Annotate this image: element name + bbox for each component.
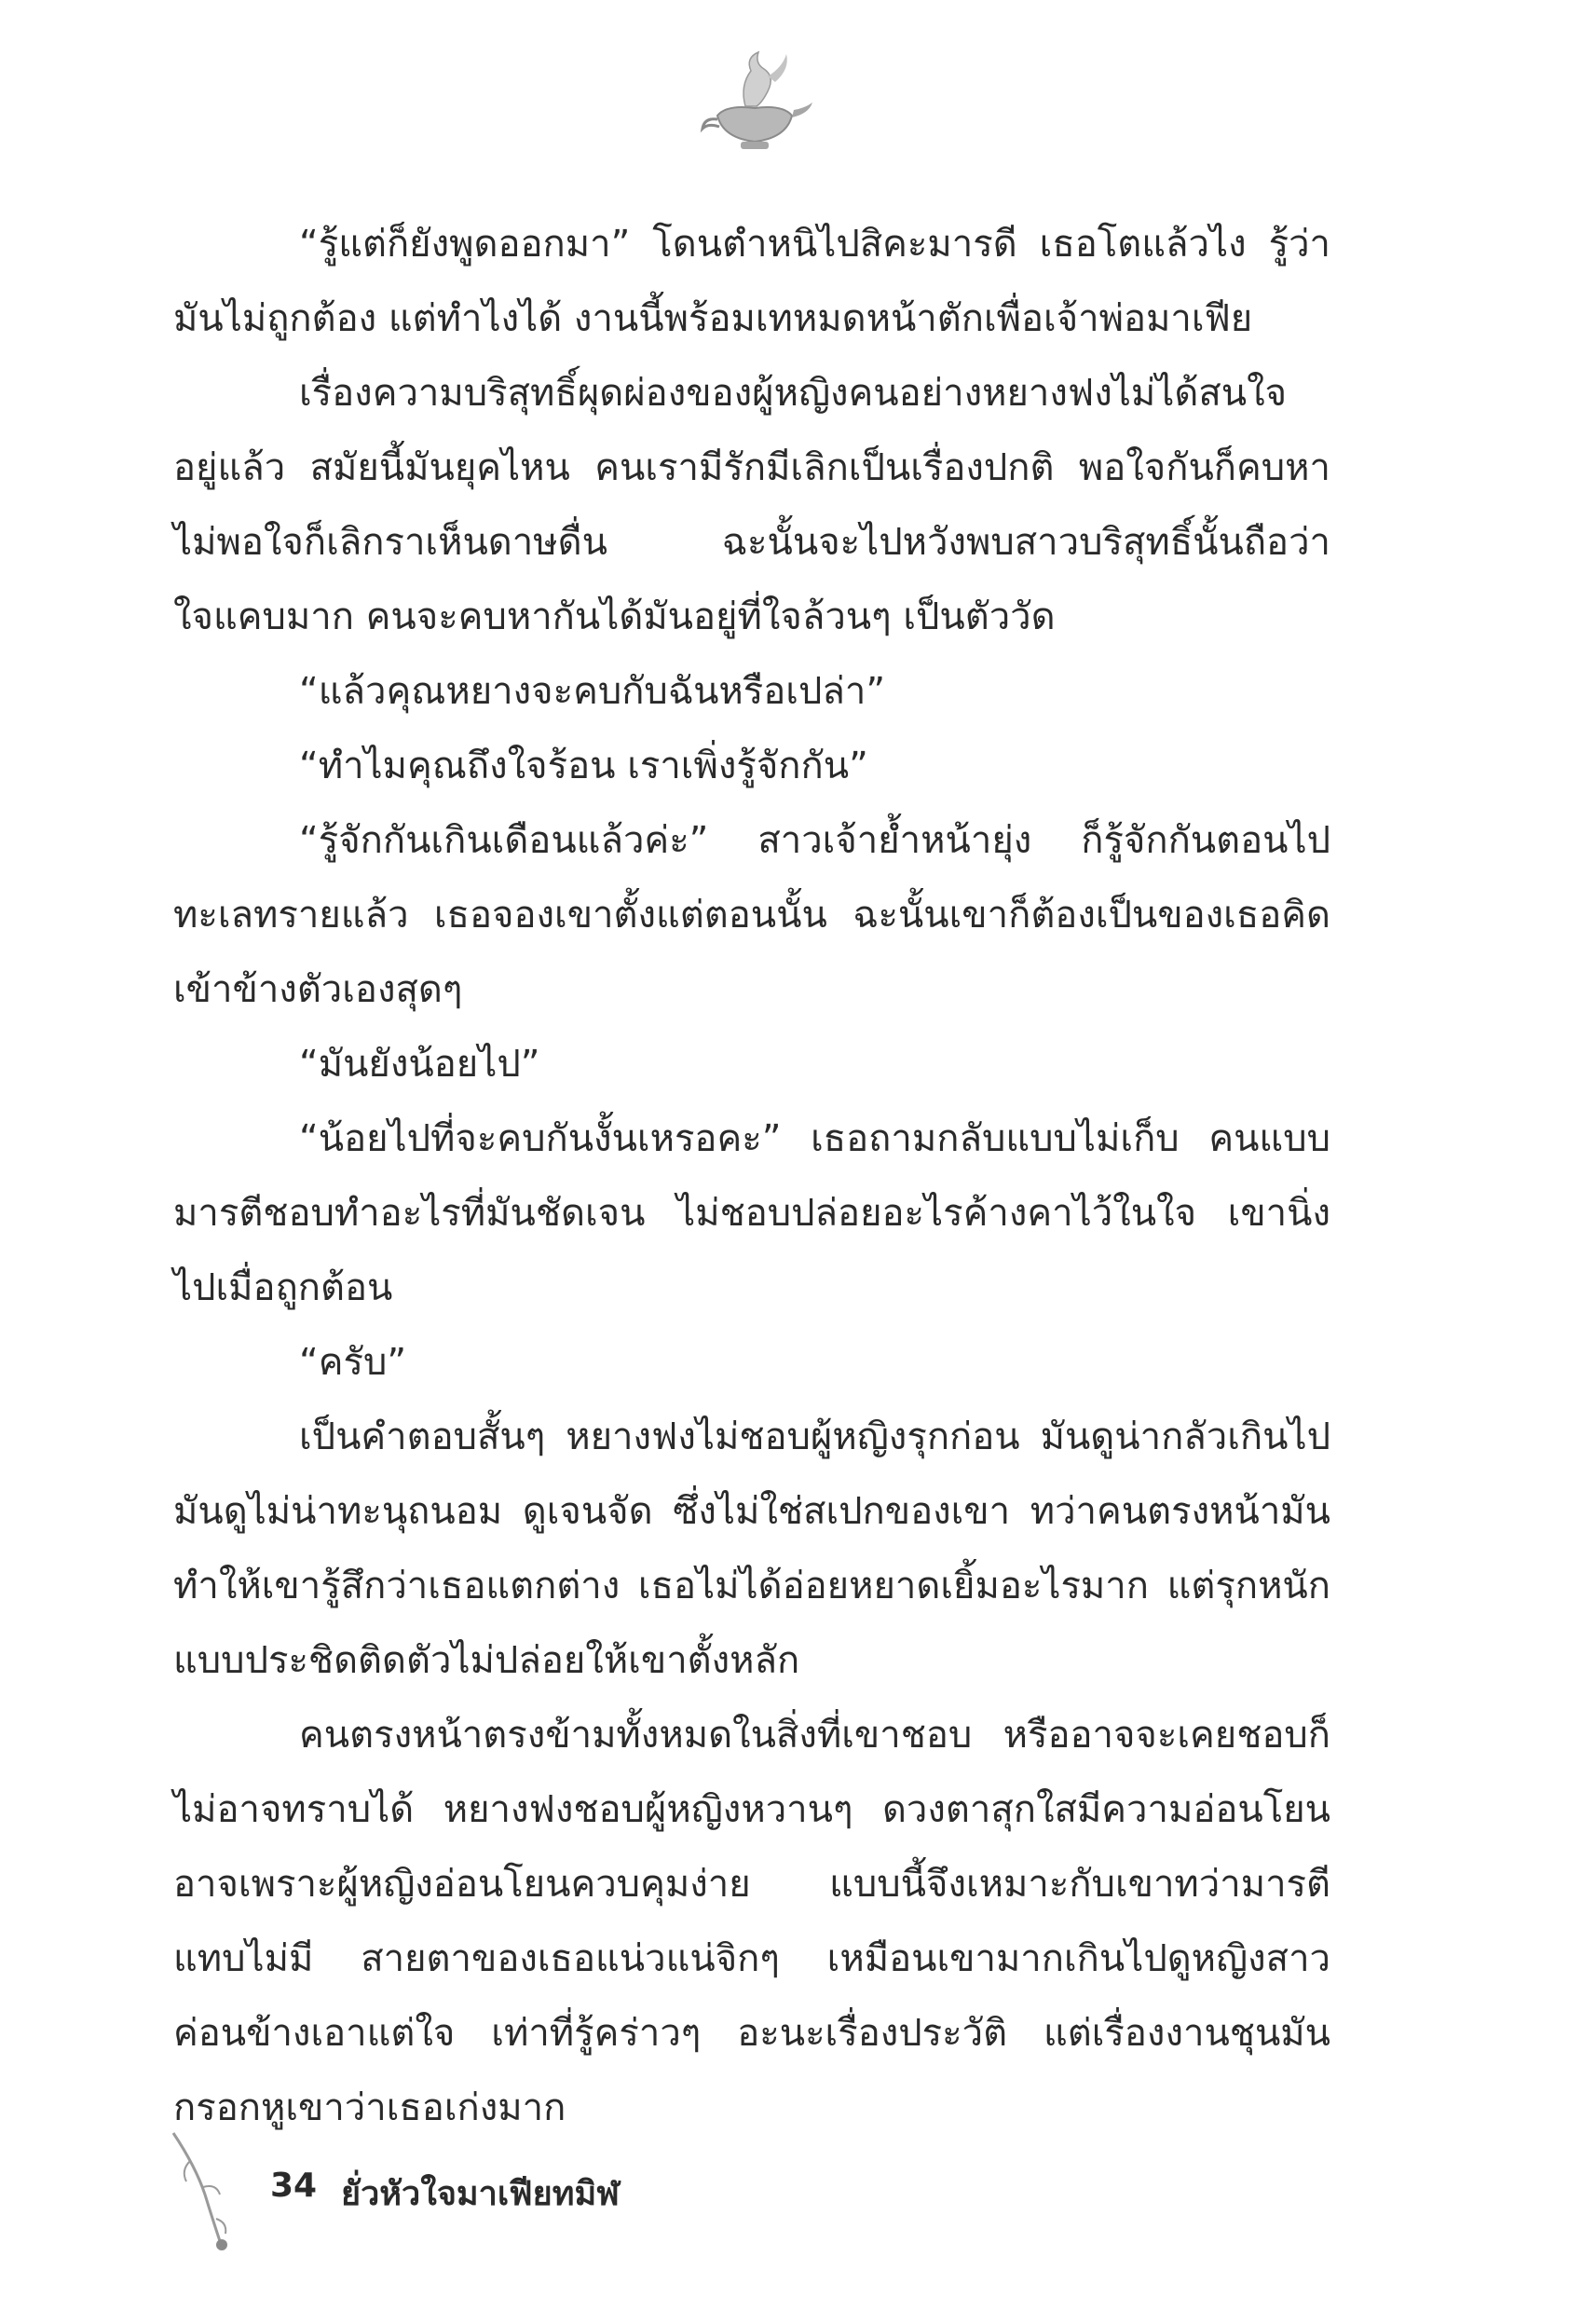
book-title: ยั่วหัวใจมาเฟียทมิฬ (341, 2175, 620, 2213)
paragraph: “มันยังน้อยไป” (299, 1043, 540, 1086)
paragraph: “รู้แต่ก็ยังพูดออกมา” โดนตำหนิไปสิคะมารดี เธอโตแล้วไง รู้ว่ามันไม่ถูกต้อง แต่ทำไงได้ งานนี้พร้อมเทหมดหน้าตักเพื่อเจ้าพ่อมาเฟีย (173, 223, 1330, 340)
paragraph: “ทำไมคุณถึงใจร้อน เราเพิ่งรู้จักกัน” (299, 745, 868, 787)
page-footer (168, 2129, 727, 2260)
genie-lamp-icon (689, 48, 820, 160)
paragraph: เป็นคำตอบสั้นๆ หยางฟงไม่ชอบผู้หญิงรุกก่อน มันดูน่ากลัวเกินไป มันดูไม่น่าทะนุถนอม ดูเจนจัด ซึ่งไม่ใช่สเปกของเขา ทว่าคนตรงหน้ามันทำให้เขารู้สึกว่าเธอแตกต่าง เธอไม่ได้อ่อยหยาดเยิ้มอะไรมาก แต่รุกหนักแบบประชิดติดตัวไม่ปล่อยให้เขาตั้งหลัก (173, 1415, 1330, 1682)
paragraph: เรื่องความบริสุทธิ์ผุดผ่องของผู้หญิงคนอย่างหยางฟงไม่ได้สนใจอยู่แล้ว สมัยนี้มันยุคไหน คนเรามีรักมีเลิกเป็นเรื่องปกติ พอใจกันก็คบหา ไม่พอใจก็เลิกราเห็นดาษดื่น ฉะนั้นจะไปหวังพบสาวบริสุทธิ์นั้นถือว่าใจแคบมาก คนจะคบหากันได้มันอยู่ที่ใจล้วนๆ เป็นตัววัด (173, 372, 1330, 638)
paragraph: “รู้จักกันเกินเดือนแล้วค่ะ” สาวเจ้าย้ำหน้ายุ่ง ก็รู้จักกันตอนไปทะเลทรายแล้ว เธอจองเขาตั้งแต่ตอนนั้น ฉะนั้นเขาก็ต้องเป็นของเธอคิดเข้าข้างตัวเองสุดๆ (173, 819, 1330, 1011)
paragraph: “แล้วคุณหยางจะคบกับฉันหรือเปล่า” (299, 670, 886, 713)
paragraph: “ครับ” (299, 1341, 407, 1384)
vine-ornament-icon (168, 2129, 252, 2260)
page-number: 34 (270, 2167, 318, 2205)
paragraph: “น้อยไปที่จะคบกันงั้นเหรอคะ” เธอถามกลับแบบไม่เก็บ คนแบบมารตีชอบทำอะไรที่มันชัดเจน ไม่ชอบปล่อยอะไรค้างคาไว้ในใจ เขานิ่งไปเมื่อถูกต้อน (173, 1117, 1330, 1309)
body-text (173, 207, 1330, 2145)
paragraph: คนตรงหน้าตรงข้ามทั้งหมดในสิ่งที่เขาชอบ หรืออาจจะเคยชอบก็ไม่อาจทราบได้ หยางฟงชอบผู้หญิงหวานๆ ดวงตาสุกใสมีความอ่อนโยน อาจเพราะผู้หญิงอ่อนโยนควบคุมง่าย แบบนี้จึงเหมาะกับเขาทว่ามารตีแทบไม่มี สายตาของเธอแน่วแน่จิกๆ เหมือนเขามากเกินไปดูหญิงสาวค่อนข้างเอาแต่ใจ เท่าที่รู้คร่าวๆ อะนะเรื่องประวัติ แต่เรื่องงานชุนมันกรอกหูเขาว่าเธอเก่งมาก (173, 1714, 1330, 2129)
